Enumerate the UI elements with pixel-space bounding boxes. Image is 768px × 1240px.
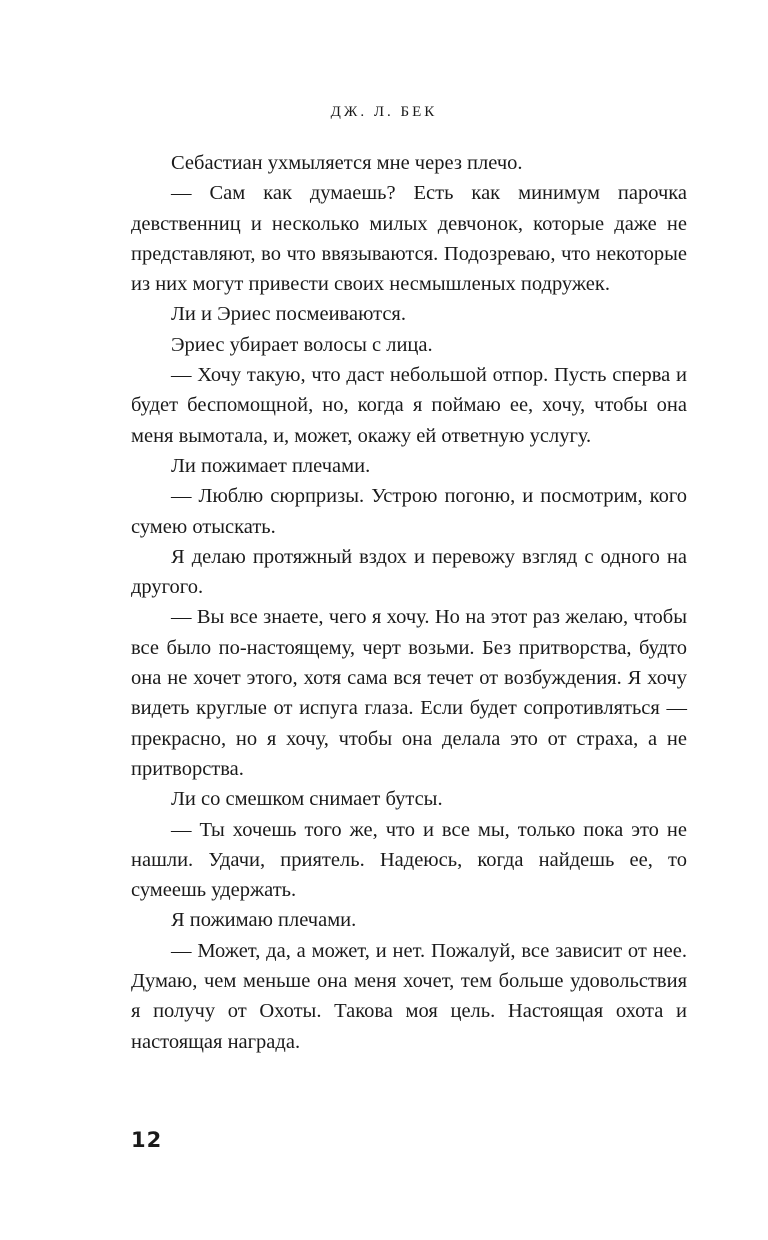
paragraph: — Ты хочешь того же, что и все мы, только пока это не нашли. Удачи, приятель. Надеюсь, когда найдешь ее, то сумеешь удержать. bbox=[131, 818, 687, 902]
paragraph: Ли пожимает плечами. bbox=[171, 454, 371, 477]
body-text bbox=[131, 148, 687, 1057]
page-number: 12 bbox=[131, 1128, 163, 1152]
paragraph: — Люблю сюрпризы. Устрою погоню, и посмотрим, кого сумею отыскать. bbox=[131, 485, 687, 538]
paragraph: Я пожимаю плечами. bbox=[171, 909, 357, 932]
paragraph: Ли со смешком снимает бутсы. bbox=[171, 788, 443, 811]
paragraph: Я делаю протяжный вздох и перевожу взгляд с одного на другого. bbox=[131, 545, 687, 599]
paragraph: Себастиан ухмыляется мне через плечо. bbox=[171, 152, 523, 174]
paragraph: — Вы все знаете, чего я хочу. Но на этот раз желаю, чтобы все было по-настоящему, черт возьми. Без притворства, будто она не хочет этого, хотя сама вся течет от возбуждения. Я хочу видеть круглые от испуга глаза. Если будет сопротивляться — прекрасно, но я хочу, чтобы она делала это от страха, а не притворства. bbox=[131, 606, 687, 780]
running-head: ДЖ. Л. БЕК bbox=[330, 104, 438, 120]
paragraph: — Хочу такую, что даст небольшой отпор. Пусть сперва и будет беспомощной, но, когда я поймаю ее, хочу, чтобы она меня вымотала, и, может, окажу ей ответную услугу. bbox=[131, 364, 687, 447]
paragraph: — Сам как думаешь? Есть как минимум парочка девственниц и несколько милых девчонок, которые даже не представляют, во что ввязываются. Подозреваю, что некоторые из них могут привести своих несмышленых подружек. bbox=[131, 182, 687, 296]
paragraph: Ли и Эриес посмеиваются. bbox=[171, 303, 406, 326]
paragraph: — Может, да, а может, и нет. Пожалуй, все зависит от нее. Думаю, чем меньше она меня хочет, тем больше удовольствия я получу от Охоты. Такова моя цель. Настоящая охота и настоящая награда. bbox=[131, 939, 687, 1053]
paragraph: Эриес убирает волосы с лица. bbox=[171, 333, 433, 356]
